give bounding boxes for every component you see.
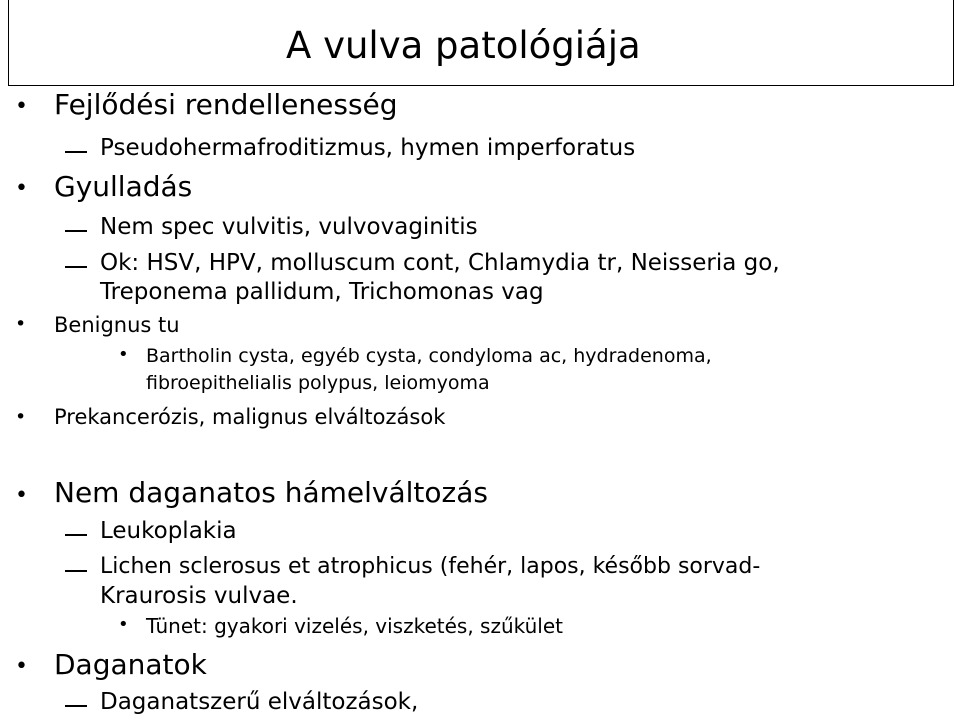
bullet-item-level3: Bartholin cysta, egyéb cysta, condyloma ac, hydradenoma, [146, 345, 712, 367]
bullet-item-level1: Benignus tu [54, 313, 180, 337]
dash-icon [65, 266, 87, 268]
dash-icon [65, 230, 87, 232]
bullet-item-level2: Lichen sclerosus et atrophicus (fehér, lapos, később sorvad- [100, 554, 761, 579]
dash-icon [65, 705, 87, 707]
bullet-item-level1: Prekancerózis, malignus elváltozások [54, 405, 446, 429]
bullet-item-level1: Daganatok [54, 648, 207, 681]
bullet-icon: • [118, 344, 129, 365]
dash-icon [65, 570, 87, 572]
bullet-icon: • [118, 614, 129, 635]
bullet-item-level2: Leukoplakia [100, 518, 237, 544]
bullet-item-level2: Pseudohermafroditizmus, hymen imperforatus [100, 135, 636, 161]
bullet-item-level2: Ok: HSV, HPV, molluscum cont, Chlamydia tr, Neisseria go, [100, 250, 780, 276]
bullet-icon: • [15, 654, 28, 679]
bullet-icon: • [15, 94, 28, 119]
bullet-item-level1: Gyulladás [54, 170, 193, 203]
bullet-item-level2: Nem spec vulvitis, vulvovaginitis [100, 214, 478, 240]
bullet-item-level1: Nem daganatos hámelváltozás [54, 476, 488, 509]
bullet-icon: • [15, 176, 28, 201]
bullet-item-level3: Tünet: gyakori vizelés, viszketés, szűkület [146, 614, 563, 638]
dash-icon [65, 151, 87, 153]
slide-title: A vulva patológiája [286, 24, 641, 67]
bullet-icon: • [15, 313, 27, 335]
bullet-item-level2-continuation: Treponema pallidum, Trichomonas vag [100, 279, 544, 305]
bullet-icon: • [15, 483, 28, 508]
bullet-item-level2: Daganatszerű elváltozások, [100, 689, 419, 715]
bullet-icon: • [15, 406, 27, 428]
bullet-item-level3-continuation: fibroepithelialis polypus, leiomyoma [146, 372, 490, 394]
bullet-item-level1: Fejlődési rendellenesség [54, 88, 398, 121]
dash-icon [65, 534, 87, 536]
bullet-item-level2-continuation: Kraurosis vulvae. [100, 583, 298, 609]
